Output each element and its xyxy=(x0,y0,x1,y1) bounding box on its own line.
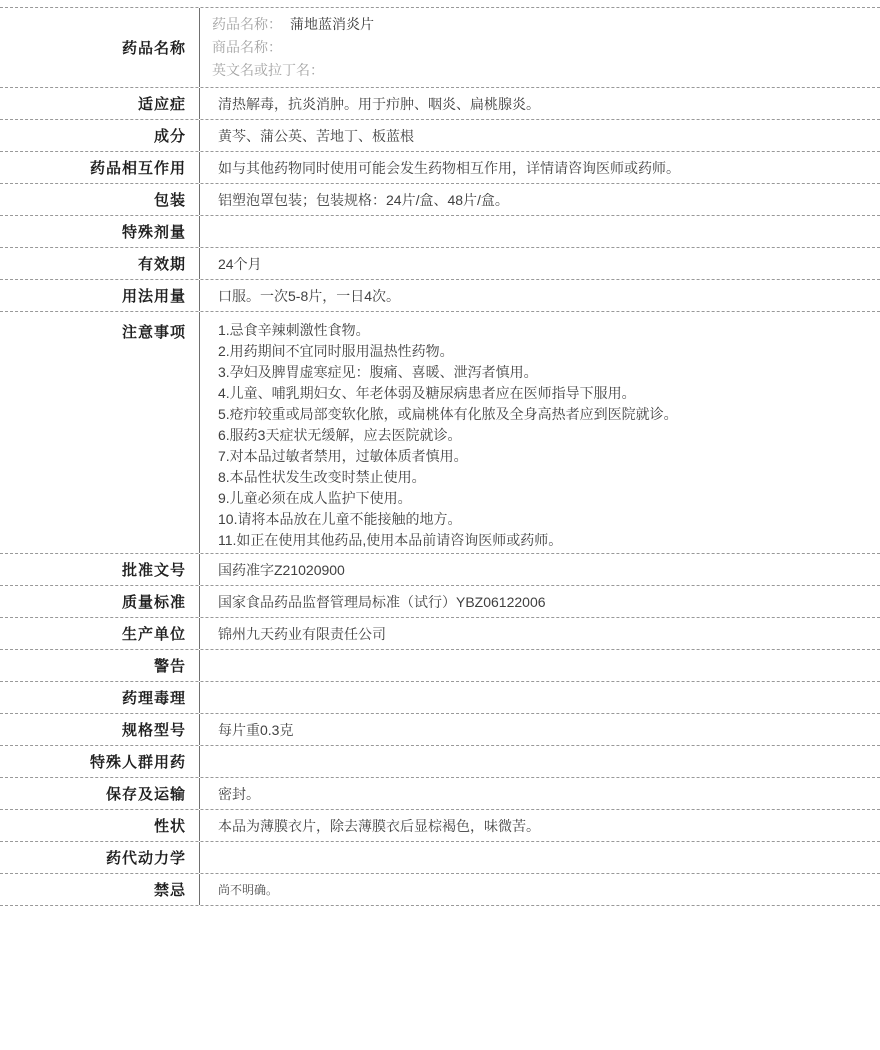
row-value xyxy=(200,620,880,648)
row-value xyxy=(200,282,880,310)
table-row xyxy=(0,280,880,312)
row-label: 包装 xyxy=(0,184,200,215)
precaution-line: 8.本品性状发生改变时禁止使用。 xyxy=(218,469,426,485)
precaution-line: 9.儿童必须在成人监护下使用。 xyxy=(218,490,412,506)
row-value xyxy=(200,758,880,766)
table-row xyxy=(0,682,880,714)
table-row xyxy=(0,248,880,280)
row-value-text: 尚不明确。 xyxy=(218,882,279,897)
table-row xyxy=(0,810,880,842)
row-value-text: 国药准字Z21020900 xyxy=(218,561,345,578)
name-field-key: 英文名或拉丁名： xyxy=(212,62,324,78)
row-value xyxy=(200,122,880,150)
precaution-line: 10.请将本品放在儿童不能接触的地方。 xyxy=(218,511,462,527)
row-label: 特殊剂量 xyxy=(0,216,200,247)
name-field-key: 商品名称： xyxy=(212,39,282,55)
row-value-text: 铝塑泡罩包装；包装规格：24片/盒、48片/盒。 xyxy=(218,191,509,208)
row-value-text: 锦州九天药业有限责任公司 xyxy=(218,625,386,642)
row-label: 规格型号 xyxy=(0,714,200,745)
row-value xyxy=(200,228,880,236)
table-row xyxy=(0,714,880,746)
row-label: 质量标准 xyxy=(0,586,200,617)
row-value xyxy=(200,716,880,744)
row-label: 有效期 xyxy=(0,248,200,279)
table-row xyxy=(0,312,880,554)
precaution-line: 11.如正在使用其他药品,使用本品前请咨询医师或药师。 xyxy=(218,532,563,548)
row-label: 性状 xyxy=(0,810,200,841)
table-row xyxy=(0,184,880,216)
precaution-line: 4.儿童、哺乳期妇女、年老体弱及糖尿病患者应在医师指导下服用。 xyxy=(218,385,636,401)
row-value xyxy=(200,186,880,214)
precaution-line: 3.孕妇及脾胃虚寒症见：腹痛、喜暖、泄泻者慎用。 xyxy=(218,364,538,380)
row-value xyxy=(200,154,880,182)
row-value-text xyxy=(218,854,868,862)
table-row xyxy=(0,650,880,682)
table-row xyxy=(0,618,880,650)
row-label: 保存及运输 xyxy=(0,778,200,809)
precaution-line: 2.用药期间不宜同时服用温热性药物。 xyxy=(218,343,454,359)
row-label: 生产单位 xyxy=(0,618,200,649)
name-field-line xyxy=(212,36,868,59)
row-label: 药品相互作用 xyxy=(0,152,200,183)
precaution-line: 7.对本品过敏者禁用，过敏体质者慎用。 xyxy=(218,448,468,464)
row-value-text: 24个月 xyxy=(218,255,262,272)
row-label: 批准文号 xyxy=(0,554,200,585)
row-value-text xyxy=(218,228,868,236)
row-value-text: 口服。一次5-8片，一日4次。 xyxy=(218,287,401,304)
row-value xyxy=(200,854,880,862)
row-label: 特殊人群用药 xyxy=(0,746,200,777)
table-row xyxy=(0,586,880,618)
row-value-text xyxy=(218,694,868,702)
name-field-value: 蒲地蓝消炎片 xyxy=(290,16,374,32)
row-label: 注意事项 xyxy=(0,312,200,553)
row-value xyxy=(200,694,880,702)
row-value xyxy=(200,876,880,904)
row-value-text: 每片重0.3克 xyxy=(218,721,294,738)
table-row xyxy=(0,778,880,810)
table-row xyxy=(0,554,880,586)
table-row xyxy=(0,874,880,906)
precaution-line: 6.服药3天症状无缓解，应去医院就诊。 xyxy=(218,427,462,443)
precaution-line: 5.疮疖较重或局部变软化脓，或扁桃体有化脓及全身高热者应到医院就诊。 xyxy=(218,406,678,422)
row-value-text: 国家食品药品监督管理局标准（试行）YBZ06122006 xyxy=(218,593,546,610)
table-row xyxy=(0,88,880,120)
row-label: 药理毒理 xyxy=(0,682,200,713)
row-label: 药品名称 xyxy=(0,8,200,87)
precaution-line: 1.忌食辛辣刺激性食物。 xyxy=(218,322,370,338)
row-value-text xyxy=(218,758,868,766)
row-label: 适应症 xyxy=(0,88,200,119)
table-row xyxy=(0,216,880,248)
table-row xyxy=(0,746,880,778)
row-value xyxy=(200,780,880,808)
table-row xyxy=(0,8,880,88)
name-field-line xyxy=(212,13,868,36)
row-value-text: 清热解毒，抗炎消肿。用于疖肿、咽炎、扁桃腺炎。 xyxy=(218,95,540,112)
row-value xyxy=(200,662,880,670)
row-value xyxy=(200,812,880,840)
row-value xyxy=(200,250,880,278)
row-value-text: 如与其他药物同时使用可能会发生药物相互作用，详情请咨询医师或药师。 xyxy=(218,159,680,176)
name-field-line xyxy=(212,59,868,82)
row-value xyxy=(200,8,880,87)
row-value-text: 黄芩、蒲公英、苦地丁、板蓝根 xyxy=(218,127,414,144)
row-value-text: 密封。 xyxy=(218,785,260,802)
row-value xyxy=(200,312,880,553)
row-label: 用法用量 xyxy=(0,280,200,311)
row-label: 药代动力学 xyxy=(0,842,200,873)
drug-info-table xyxy=(0,7,880,906)
row-value xyxy=(200,556,880,584)
name-field-key: 药品名称： xyxy=(212,16,282,32)
row-value-text: 本品为薄膜衣片，除去薄膜衣后显棕褐色，味微苦。 xyxy=(218,817,540,834)
table-row xyxy=(0,842,880,874)
row-label: 禁忌 xyxy=(0,874,200,905)
row-label: 成分 xyxy=(0,120,200,151)
table-row xyxy=(0,152,880,184)
row-value xyxy=(200,90,880,118)
row-label: 警告 xyxy=(0,650,200,681)
row-value xyxy=(200,588,880,616)
row-value-text xyxy=(218,662,868,670)
table-row xyxy=(0,120,880,152)
